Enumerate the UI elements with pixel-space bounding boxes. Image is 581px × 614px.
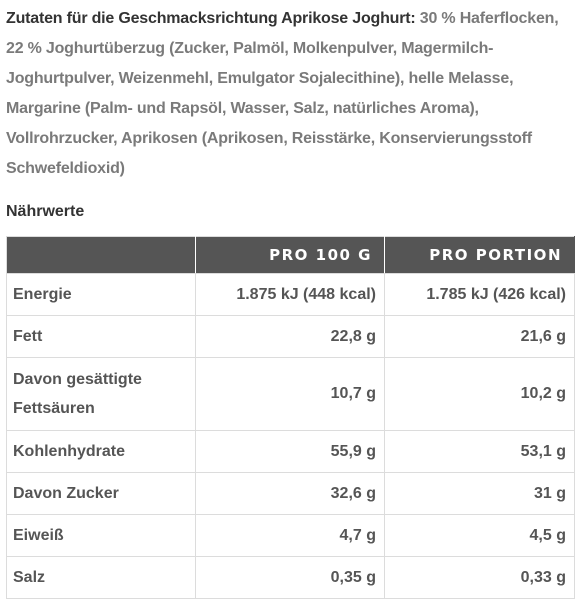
row-label: Eiweiß — [7, 515, 196, 557]
row-per-portion: 0,33 g — [385, 557, 575, 599]
ingredients-list: 30 % Haferflocken, 22 % Joghurtüberzug (Zucker, Palmöl, Molkenpulver, Magermilch-Joghurtpulver, Weizenmehl, Emulgator Sojalecithine), helle Melasse, Margarine (Palm- und Rapsöl, Wasser, Salz, natürliches Aroma), Vollrohrzucker, Aprikosen (Aprikosen, Reisstärke, Konservierungsstoff Schwefeldioxid) — [6, 10, 559, 177]
table-row — [7, 358, 575, 431]
table-header-row — [7, 237, 575, 274]
row-per-100g: 10,7 g — [196, 358, 385, 431]
table-row — [7, 557, 575, 599]
row-per-portion: 10,2 g — [385, 358, 575, 431]
nutrition-title: Nährwerte — [6, 203, 85, 220]
row-per-100g: 4,7 g — [196, 515, 385, 557]
row-label: Kohlenhydrate — [7, 431, 196, 473]
table-row — [7, 274, 575, 316]
row-per-100g: 1.875 kJ (448 kcal) — [196, 274, 385, 316]
header-per-100g: PRO 100 G — [196, 237, 385, 274]
table-row — [7, 473, 575, 515]
header-per-portion: PRO PORTION — [385, 237, 575, 274]
row-label: Salz — [7, 557, 196, 599]
table-row — [7, 515, 575, 557]
row-per-100g: 0,35 g — [196, 557, 385, 599]
row-per-portion: 53,1 g — [385, 431, 575, 473]
row-per-portion: 31 g — [385, 473, 575, 515]
ingredients-lead: Zutaten für die Geschmacksrichtung Aprikose Joghurt: — [6, 10, 416, 27]
row-per-portion: 21,6 g — [385, 316, 575, 358]
nutrition-table — [6, 236, 575, 599]
row-label: Davon gesättigte Fettsäuren — [7, 358, 196, 431]
row-per-100g: 22,8 g — [196, 316, 385, 358]
row-label: Fett — [7, 316, 196, 358]
table-row — [7, 316, 575, 358]
ingredients-text — [6, 4, 574, 184]
header-empty — [7, 237, 196, 274]
row-label: Davon Zucker — [7, 473, 196, 515]
row-per-portion: 1.785 kJ (426 kcal) — [385, 274, 575, 316]
row-per-portion: 4,5 g — [385, 515, 575, 557]
row-label: Energie — [7, 274, 196, 316]
row-per-100g: 55,9 g — [196, 431, 385, 473]
table-row — [7, 431, 575, 473]
row-per-100g: 32,6 g — [196, 473, 385, 515]
